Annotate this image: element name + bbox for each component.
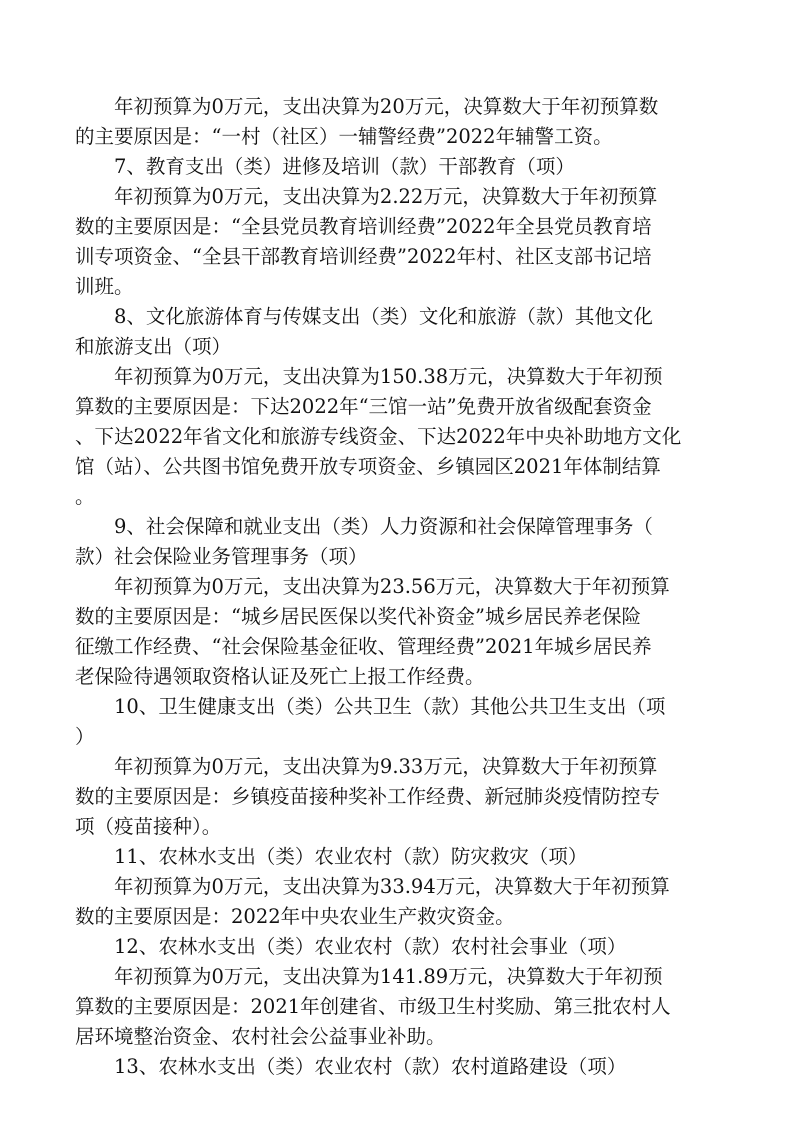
text-line: 算数的主要原因是：2021年创建省、市级卫生村奖励、第三批农村人 xyxy=(75,995,671,1018)
text-line: 款）社会保险业务管理事务（项） xyxy=(75,545,368,568)
text-line: 和旅游支出（项） xyxy=(75,335,232,358)
paragraph xyxy=(75,92,720,152)
paragraph xyxy=(75,572,720,692)
text-line: 12、农林水支出（类）农业农村（款）农村社会事业（项） xyxy=(114,935,627,958)
text-line: 年初预算为0万元，支出决算为2.22万元，决算数大于年初预算 xyxy=(114,185,658,208)
paragraph xyxy=(75,1052,720,1082)
text-line: 项（疫苗接种）。 xyxy=(75,815,222,838)
text-line: 老保险待遇领取资格认证及死亡上报工作经费。 xyxy=(75,665,485,688)
text-line: 年初预算为0万元，支出决算为141.89万元，决算数大于年初预 xyxy=(114,965,663,988)
text-line: 训专项资金、“全县干部教育培训经费”2022年村、社区支部书记培 xyxy=(75,245,652,268)
text-line: 。 xyxy=(75,485,95,508)
text-line: 7、教育支出（类）进修及培训（款）干部教育（项） xyxy=(114,155,575,178)
paragraph xyxy=(75,962,720,1052)
text-line: 居环境整治资金、农村社会公益事业补助。 xyxy=(75,1025,446,1048)
paragraph xyxy=(75,932,720,962)
paragraph xyxy=(75,692,720,752)
paragraph xyxy=(75,362,720,512)
text-line: 年初预算为0万元，支出决算为23.56万元，决算数大于年初预算 xyxy=(114,575,670,598)
text-line: 年初预算为0万元，支出决算为150.38万元，决算数大于年初预 xyxy=(114,365,663,388)
text-line: ） xyxy=(75,725,95,748)
text-line: 数的主要原因是：乡镇疫苗接种奖补工作经费、新冠肺炎疫情防控专 xyxy=(75,785,661,808)
text-line: 年初预算为0万元，支出决算为9.33万元，决算数大于年初预算 xyxy=(114,755,658,778)
text-line: 的主要原因是：“一村（社区）一辅警经费”2022年辅警工资。 xyxy=(75,125,613,148)
text-line: 10、卫生健康支出（类）公共卫生（款）其他公共卫生支出（项 xyxy=(114,695,666,718)
paragraph xyxy=(75,152,720,182)
text-line: 馆（站）、公共图书馆免费开放专项资金、乡镇园区2021年体制结算 xyxy=(75,455,661,478)
paragraph xyxy=(75,182,720,302)
text-line: 数的主要原因是：2022年中央农业生产救灾资金。 xyxy=(75,905,515,928)
text-line: 13、农林水支出（类）农业农村（款）农村道路建设（项） xyxy=(114,1055,627,1078)
text-line: 8、文化旅游体育与传媒支出（类）文化和旅游（款）其他文化 xyxy=(114,305,653,328)
paragraph xyxy=(75,302,720,362)
paragraph xyxy=(75,842,720,872)
text-line: 算数的主要原因是：下达2022年“三馆一站”免费开放省级配套资金 xyxy=(75,395,652,418)
text-line: 数的主要原因是：“全县党员教育培训经费”2022年全县党员教育培 xyxy=(75,215,652,238)
text-line: 9、社会保障和就业支出（类）人力资源和社会保障管理事务（ xyxy=(114,515,653,538)
text-line: 、下达2022年省文化和旅游专线资金、下达2022年中央补助地方文化 xyxy=(75,425,682,448)
text-line: 征缴工作经费、“社会保险基金征收、管理经费”2021年城乡居民养 xyxy=(75,635,652,658)
document-body xyxy=(75,92,720,1082)
text-line: 数的主要原因是：“城乡居民医保以奖代补资金”城乡居民养老保险 xyxy=(75,605,641,628)
text-line: 年初预算为0万元，支出决算为20万元，决算数大于年初预算数 xyxy=(114,95,659,118)
text-line: 年初预算为0万元，支出决算为33.94万元，决算数大于年初预算 xyxy=(114,875,670,898)
paragraph xyxy=(75,512,720,572)
text-line: 11、农林水支出（类）农业农村（款）防灾救灾（项） xyxy=(114,845,588,868)
paragraph xyxy=(75,872,720,932)
paragraph xyxy=(75,752,720,842)
text-line: 训班。 xyxy=(75,275,134,298)
